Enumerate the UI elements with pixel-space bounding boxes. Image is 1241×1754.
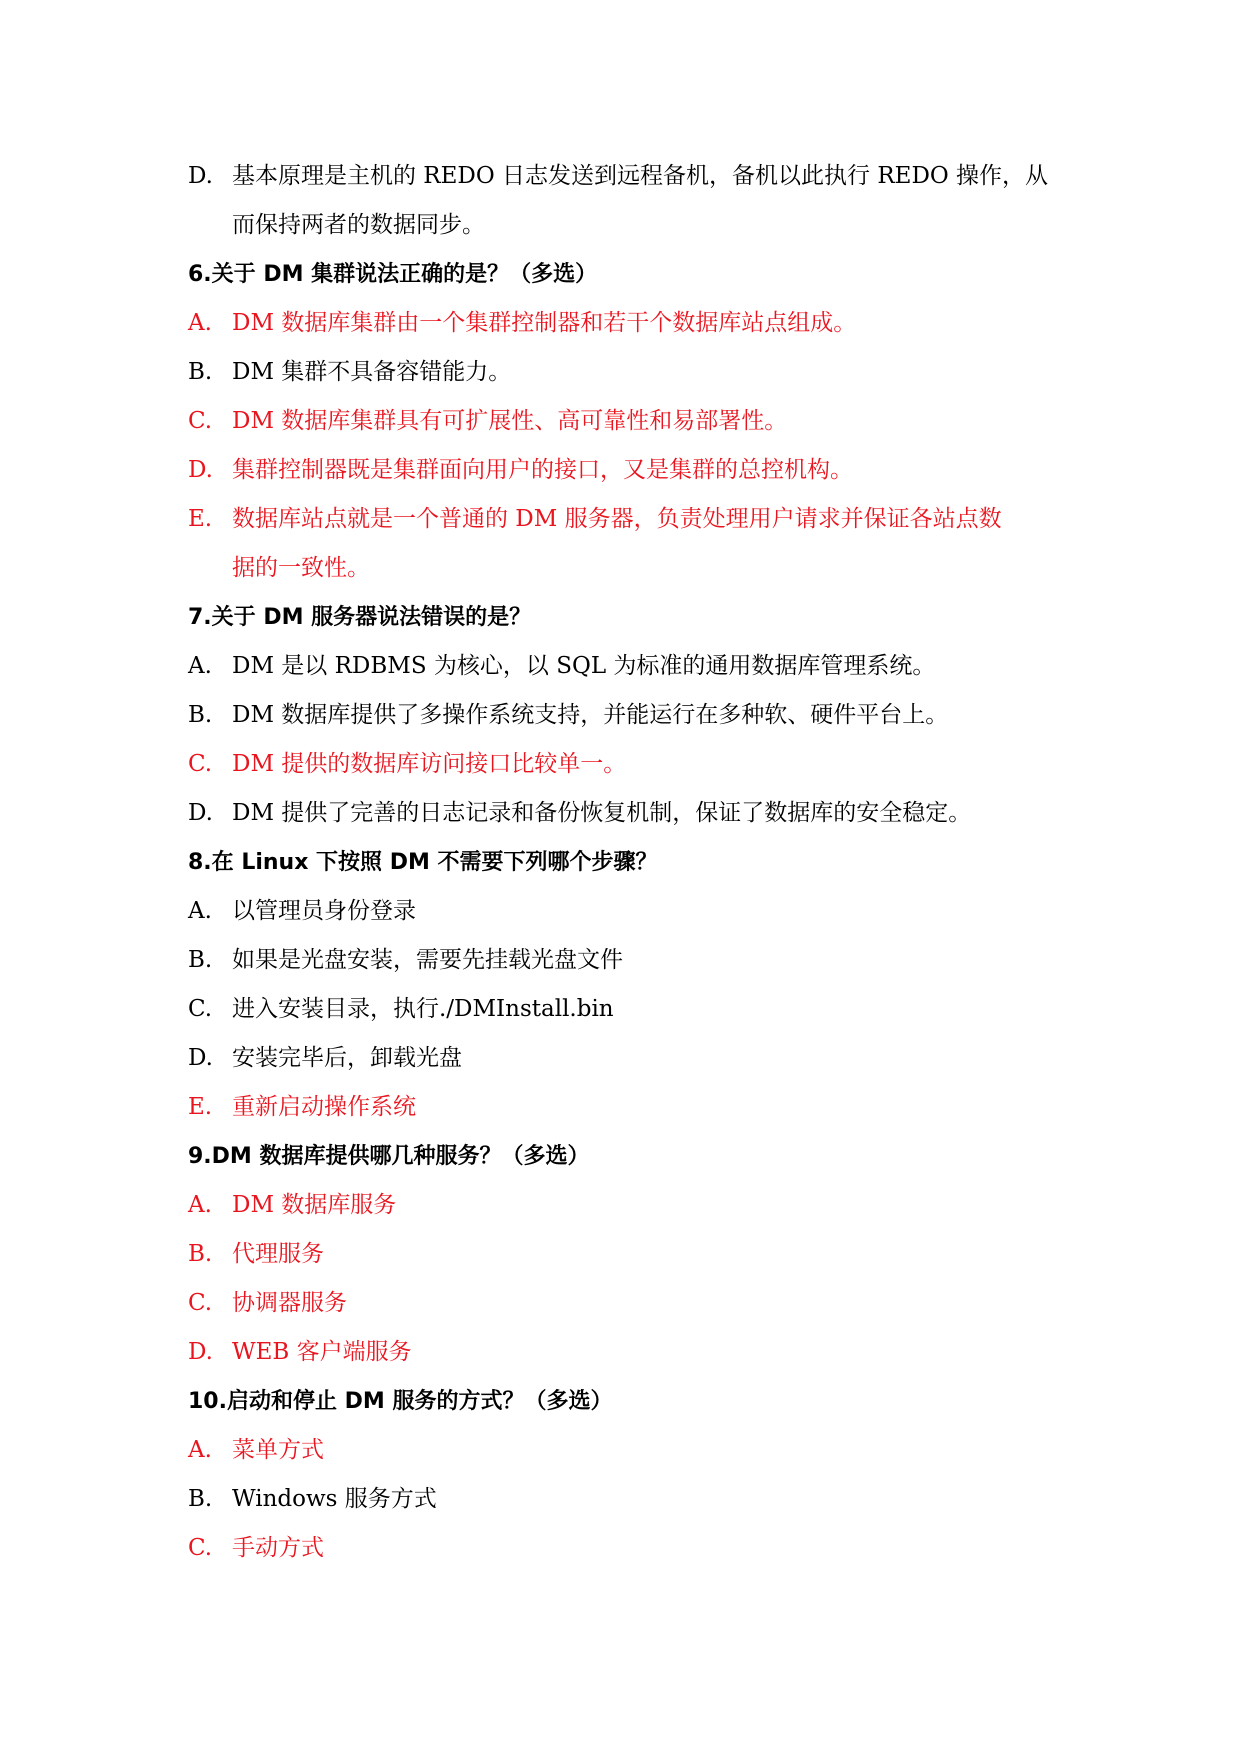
- answer-option-correct: [188, 1083, 1068, 1132]
- option-text: DM 是以 RDBMS 为核心，以 SQL 为标准的通用数据库管理系统。: [232, 653, 936, 679]
- option-letter: B.: [188, 947, 213, 973]
- option-letter: C.: [188, 996, 213, 1022]
- option-text-continuation: [188, 201, 1068, 250]
- option-text: 以管理员身份登录: [232, 898, 416, 924]
- option-text: DM 集群不具备容错能力。: [232, 359, 512, 385]
- question-heading: 6.关于 DM 集群说法正确的是？（多选）: [188, 262, 598, 287]
- option-text: 安装完毕后，卸载光盘: [232, 1045, 462, 1071]
- option-letter: C.: [188, 1535, 213, 1561]
- option-text-continuation: [188, 544, 1068, 593]
- option-letter: A.: [188, 1437, 212, 1463]
- question-heading: 8.在 Linux 下按照 DM 不需要下列哪个步骤？: [188, 850, 658, 875]
- answer-option: [188, 789, 1068, 838]
- option-letter: C.: [188, 1290, 213, 1316]
- option-text: WEB 客户端服务: [232, 1339, 412, 1365]
- answer-option-correct: [188, 299, 1068, 348]
- answer-option-correct: [188, 1426, 1068, 1475]
- option-text: 代理服务: [232, 1241, 324, 1267]
- answer-option-correct: [188, 1279, 1068, 1328]
- answer-option-correct: [188, 740, 1068, 789]
- option-letter: B.: [188, 359, 213, 385]
- answer-option: [188, 936, 1068, 985]
- option-letter: D.: [188, 1339, 213, 1365]
- option-text: 菜单方式: [232, 1437, 324, 1463]
- option-letter: A.: [188, 1192, 212, 1218]
- option-text: DM 提供了完善的日志记录和备份恢复机制，保证了数据库的安全稳定。: [232, 800, 972, 826]
- option-letter: D.: [188, 163, 213, 189]
- quiz-content: [188, 152, 1068, 1573]
- answer-option: [188, 642, 1068, 691]
- option-text: 集群控制器既是集群面向用户的接口，又是集群的总控机构。: [232, 457, 853, 483]
- option-text: DM 数据库提供了多操作系统支持，并能运行在多种软、硬件平台上。: [232, 702, 949, 728]
- option-text: 手动方式: [232, 1535, 324, 1561]
- option-letter: B.: [188, 1486, 213, 1512]
- option-letter: E.: [188, 506, 213, 532]
- answer-option-correct: [188, 495, 1068, 544]
- answer-option: [188, 691, 1068, 740]
- answer-option-correct: [188, 1181, 1068, 1230]
- option-letter: C.: [188, 751, 213, 777]
- answer-option-correct: [188, 1328, 1068, 1377]
- option-text: DM 数据库集群由一个集群控制器和若干个数据库站点组成。: [232, 310, 857, 336]
- answer-option: [188, 1475, 1068, 1524]
- answer-option: [188, 348, 1068, 397]
- option-text: 重新启动操作系统: [232, 1094, 416, 1120]
- question-heading: 9.DM 数据库提供哪几种服务？（多选）: [188, 1144, 590, 1169]
- answer-option: [188, 887, 1068, 936]
- answer-option-correct: [188, 446, 1068, 495]
- option-text: DM 数据库服务: [232, 1192, 397, 1218]
- option-text: 据的一致性。: [232, 555, 370, 581]
- option-letter: B.: [188, 702, 213, 728]
- answer-option-correct: [188, 1230, 1068, 1279]
- answer-option: [188, 1034, 1068, 1083]
- option-letter: A.: [188, 310, 212, 336]
- option-letter: D.: [188, 457, 213, 483]
- option-letter: E.: [188, 1094, 213, 1120]
- question-heading: 7.关于 DM 服务器说法错误的是？: [188, 605, 532, 630]
- answer-option: [188, 985, 1068, 1034]
- option-text: 进入安装目录，执行./DMInstall.bin: [232, 996, 614, 1022]
- option-text: Windows 服务方式: [232, 1486, 437, 1512]
- option-letter: B.: [188, 1241, 213, 1267]
- answer-option: [188, 152, 1068, 201]
- option-text: 而保持两者的数据同步。: [232, 212, 485, 238]
- option-text: DM 数据库集群具有可扩展性、高可靠性和易部署性。: [232, 408, 788, 434]
- option-letter: A.: [188, 898, 212, 924]
- option-text: 协调器服务: [232, 1290, 347, 1316]
- answer-option-correct: [188, 397, 1068, 446]
- question-heading: 10.启动和停止 DM 服务的方式？（多选）: [188, 1389, 613, 1414]
- option-letter: D.: [188, 800, 213, 826]
- option-text: 如果是光盘安装，需要先挂载光盘文件: [232, 947, 623, 973]
- option-text: 数据库站点就是一个普通的 DM 服务器，负责处理用户请求并保证各站点数: [232, 506, 1002, 532]
- option-letter: D.: [188, 1045, 213, 1071]
- option-text: 基本原理是主机的 REDO 日志发送到远程备机，备机以此执行 REDO 操作，从: [232, 163, 1049, 189]
- option-letter: A.: [188, 653, 212, 679]
- option-letter: C.: [188, 408, 213, 434]
- answer-option-correct: [188, 1524, 1068, 1573]
- option-text: DM 提供的数据库访问接口比较单一。: [232, 751, 627, 777]
